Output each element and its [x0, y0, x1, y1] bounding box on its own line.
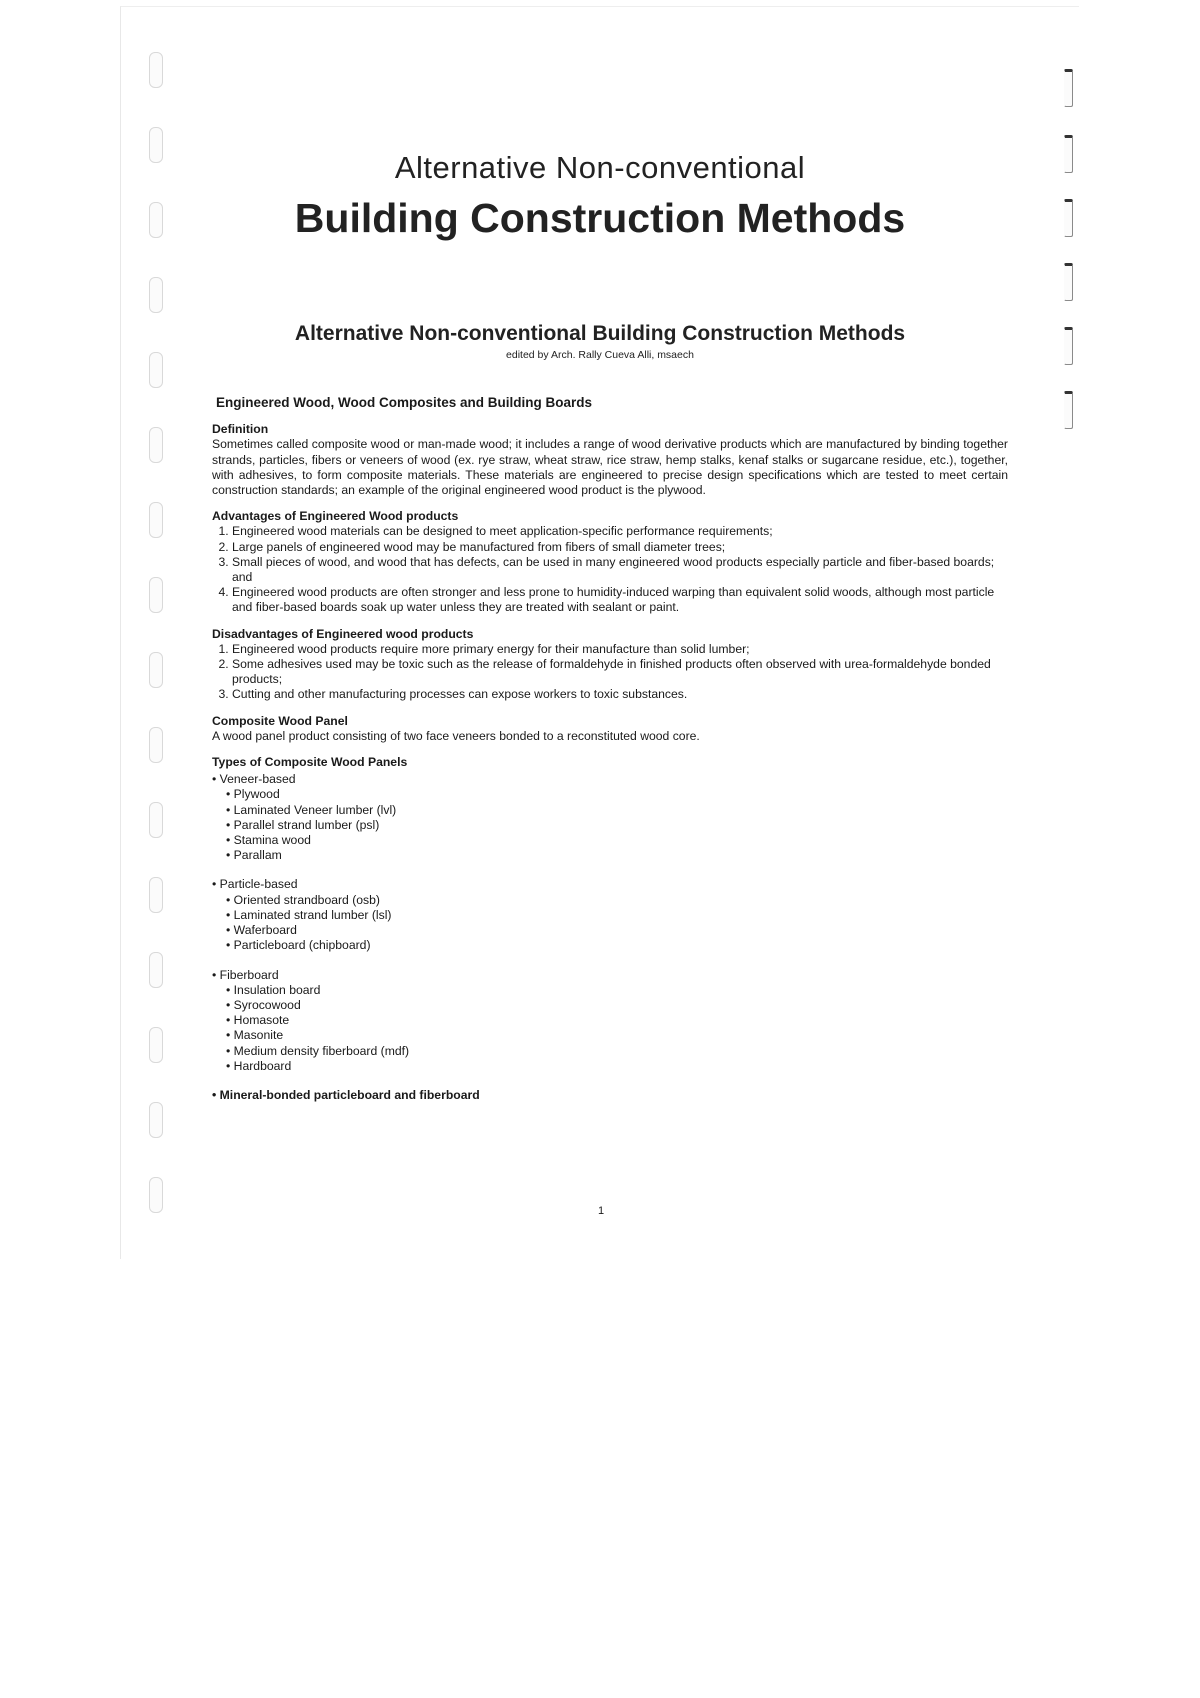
- page-number: 1: [598, 1205, 605, 1217]
- binder-hole: [149, 652, 163, 688]
- definition-text: Sometimes called composite wood or man-made wood; it includes a range of wood derivative products which are manufactured by binding together strands, particles, fibers or veneers of wood (ex. rye straw, wheat straw, rice straw, hemp stalks, kenaf stalks or sugarcane residue, etc.), together, with adhesives, to form composite materials. These materials are engineered to precise design specifications which are tested to meet certain construction standards; an example of the original engineered wood product is the plywood.: [212, 437, 1008, 498]
- category-label: • Veneer-based: [212, 772, 1008, 787]
- disadvantages-heading: Disadvantages of Engineered wood products: [212, 626, 474, 641]
- title-line-2: Building Construction Methods: [294, 195, 906, 241]
- binder-hole: [1064, 391, 1073, 429]
- binder-hole: [1064, 69, 1073, 107]
- category-veneer-based: [212, 772, 1008, 863]
- list-item: 4. Engineered wood products are often stronger and less prone to humidity-induced warping than equivalent solid woods, although most particle and fiber-based boards soak up water unless they are treated with sealant or paint.: [232, 585, 1008, 615]
- list-item: 3. Cutting and other manufacturing processes can expose workers to toxic substances.: [232, 687, 1008, 702]
- list-item: • Waferboard: [212, 923, 1008, 938]
- binder-hole: [149, 52, 163, 88]
- definition-heading: Definition: [212, 422, 269, 437]
- binder-hole: [149, 727, 163, 763]
- category-label: • Particle-based: [212, 877, 1008, 892]
- list-item: • Medium density fiberboard (mdf): [212, 1044, 1008, 1059]
- disadvantages-list: [212, 642, 1008, 703]
- binder-hole: [149, 1177, 163, 1213]
- advantages-list: [212, 524, 1008, 615]
- composite-panel-text: A wood panel product consisting of two face veneers bonded to a reconstituted wood core.: [212, 728, 700, 743]
- category-label: • Fiberboard: [212, 968, 1008, 983]
- binder-hole: [149, 1102, 163, 1138]
- category-mineral-bonded: [212, 1088, 1008, 1103]
- binder-hole: [149, 1027, 163, 1063]
- list-item: • Parallel strand lumber (psl): [212, 818, 1008, 833]
- list-item: • Insulation board: [212, 983, 1008, 998]
- binder-hole: [149, 577, 163, 613]
- types-heading: Types of Composite Wood Panels: [212, 755, 408, 770]
- list-item: • Plywood: [212, 787, 1008, 802]
- list-item: 3. Small pieces of wood, and wood that has defects, can be used in many engineered wood products especially particle and fiber-based boards; and: [232, 555, 1008, 585]
- list-item: • Parallam: [212, 848, 1008, 863]
- advantages-heading: Advantages of Engineered Wood products: [212, 509, 459, 524]
- list-item: • Masonite: [212, 1028, 1008, 1043]
- binder-hole: [149, 427, 163, 463]
- list-item: • Homasote: [212, 1013, 1008, 1028]
- binder-hole: [1064, 263, 1073, 301]
- category-particle-based: [212, 877, 1008, 953]
- section-title: Engineered Wood, Wood Composites and Building Boards: [216, 395, 593, 410]
- list-item: 2. Large panels of engineered wood may be manufactured from fibers of small diameter trees;: [232, 540, 1008, 555]
- composite-panel-heading: Composite Wood Panel: [212, 713, 348, 728]
- document-body: [212, 395, 1008, 1103]
- list-item: • Laminated strand lumber (lsl): [212, 908, 1008, 923]
- list-item: • Particleboard (chipboard): [212, 938, 1008, 953]
- binder-hole: [149, 877, 163, 913]
- binder-hole: [149, 502, 163, 538]
- subtitle: Alternative Non-conventional Building Construction Methods: [294, 322, 906, 345]
- editor-credit: edited by Arch. Rally Cueva Alli, msaech: [506, 349, 694, 361]
- list-item: 1. Engineered wood products require more primary energy for their manufacture than solid lumber;: [232, 642, 1008, 657]
- binder-hole: [149, 277, 163, 313]
- list-item: 2. Some adhesives used may be toxic such as the release of formaldehyde in finished products often observed with urea-formaldehyde bonded products;: [232, 657, 1008, 687]
- list-item: • Syrocowood: [212, 998, 1008, 1013]
- title-line-1: Alternative Non-conventional: [394, 150, 806, 185]
- binder-hole: [149, 802, 163, 838]
- category-label: • Mineral-bonded particleboard and fiberboard: [212, 1088, 1008, 1103]
- list-item: • Stamina wood: [212, 833, 1008, 848]
- list-item: • Hardboard: [212, 1059, 1008, 1074]
- binder-hole: [149, 952, 163, 988]
- category-fiberboard: [212, 968, 1008, 1074]
- list-item: • Laminated Veneer lumber (lvl): [212, 803, 1008, 818]
- list-item: • Oriented strandboard (osb): [212, 893, 1008, 908]
- list-item: 1. Engineered wood materials can be designed to meet application-specific performance requirements;: [232, 524, 1008, 539]
- types-list: [212, 772, 1008, 1103]
